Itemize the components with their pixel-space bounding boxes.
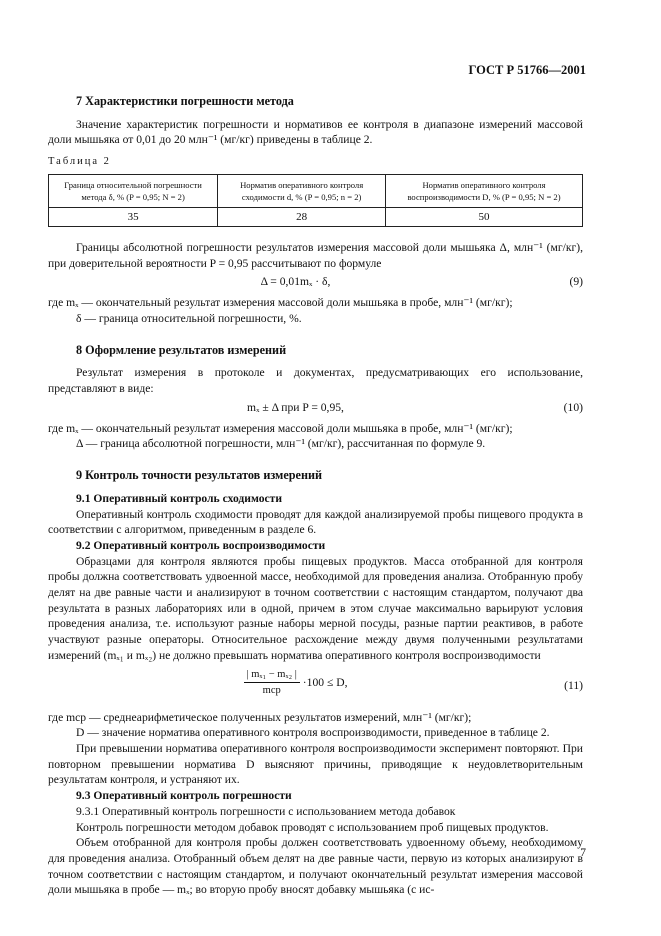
- table-caption: Таблица 2: [48, 156, 111, 168]
- subsection-9-1-paragraph: Оперативный контроль сходимости проводят для каждой анализируемой пробы пищевого продукта в соответствии с алгоритмом, приведенным в разделе 6.: [48, 507, 583, 537]
- section-7-paragraph-2: Границы абсолютной погрешности результатов измерения массовой доли мышьяка Δ, млн⁻¹ (мг/кг), при доверительной вероятности P = 0,95 рассчитывают по формуле: [48, 240, 583, 270]
- page-number: 7: [580, 847, 586, 859]
- section-8-title: 8 Оформление результатов измерений: [76, 342, 287, 357]
- formula-11-fraction: [244, 667, 300, 699]
- formula-10-body: mₓ ± Δ при P = 0,95,: [247, 400, 344, 414]
- subsection-9-2-title: 9.2 Оперативный контроль воспроизводимости: [76, 538, 326, 552]
- clause-9-3-1: 9.3.1 Оперативный контроль погрешности с использованием метода добавок: [76, 804, 456, 818]
- formula-10: [48, 400, 583, 418]
- clause-9-3-1-paragraph-1: Контроль погрешности методом добавок проводят с использованием проб пищевых продуктов.: [76, 820, 549, 834]
- formula-9-number: (9): [569, 275, 583, 289]
- section-7-title: 7 Характеристики погрешности метода: [76, 94, 294, 108]
- section-8-paragraph: Результат измерения в протоколе и документах, предусматривающих его использование, представляют в виде:: [48, 366, 583, 396]
- formula-11-numerator: | mₓ₁ − mₓ₂ |: [244, 667, 300, 684]
- subsection-9-3-title: 9.3 Оперативный контроль погрешности: [76, 789, 292, 803]
- table-cell: 35: [49, 207, 218, 226]
- where-line: Δ — граница абсолютной погрешности, млн⁻¹ (мг/кг), рассчитанная по формуле 9.: [76, 437, 486, 451]
- doc-header: ГОСТ Р 51766—2001: [468, 63, 586, 77]
- where-line: δ — граница относительной погрешности, %.: [76, 311, 302, 325]
- table-header-cell: Норматив оперативного контроля воспроизводимости D, % (P = 0,95; N = 2): [386, 174, 583, 207]
- table-cell: 28: [218, 207, 386, 226]
- formula-11: [48, 667, 583, 707]
- section-7-paragraph: Значение характеристик погрешности и нормативов ее контроля в диапазоне измерений массовой доли мышьяка от 0,01 до 20 млн⁻¹ (мг/кг) приведены в таблице 2.: [48, 117, 583, 147]
- formula-9: [48, 274, 583, 292]
- where-line: где mₓ — окончательный результат измерения массовой доли мышьяка в пробе, млн⁻¹ (мг/кг);: [48, 296, 513, 310]
- subsection-9-1-title: 9.1 Оперативный контроль сходимости: [76, 491, 283, 505]
- formula-11-tail: ·100 ≤ D,: [302, 675, 348, 689]
- document-body: [48, 94, 583, 898]
- where-line: D — значение норматива оперативного контроля воспроизводимости, приведенное в таблице 2.: [76, 726, 550, 740]
- formula-11-number: (11): [564, 678, 583, 692]
- subsection-9-2-paragraph-2: При превышении норматива оперативного контроля воспроизводимости эксперимент повторяют. При повторном превышении норматива D выясняют причины, приводящие к неудовлетворительным результатам контроля, и устраняют их.: [48, 741, 583, 787]
- table-row: [49, 207, 583, 226]
- subsection-9-2-paragraph: Образцами для контроля являются пробы пищевых продуктов. Масса отобранной для контроля пробы должна соответствовать удвоенной массе, необходимой для проведения анализа. Отобранную пробу делят на две равные части и анализируют в точном соответствии с настоящим стандартом, получают два результата в разных лабораториях или в одной, причем в этом случае максимально варьируют условия проведения анализа, т.е. используют разные наборы мерной посуды, разные партии реактивов, в работе участвуют разные операторы. Относительное расхождение между двумя полученными результатами измерений (mₓ₁ и mₓ₂) не должно превышать норматива оперативного контроля воспроизводимости: [48, 554, 583, 662]
- clause-9-3-1-paragraph-2: Объем отобранной для контроля пробы должен соответствовать удвоенному объему, необходимому для проведения анализа. Отобранный объем делят на две равные части, первую из которых анализируют в точном соответствии с настоящим стандартом, и получают окончательный результат измерения массовой доли мышьяка в пробе — mₓ; во вторую пробу вносят добавку мышьяка (с ис-: [48, 836, 583, 897]
- formula-10-number: (10): [563, 400, 583, 414]
- where-line: где mₓ — окончательный результат измерения массовой доли мышьяка в пробе, млн⁻¹ (мг/кг);: [48, 421, 513, 435]
- table-header-cell: Граница относительной погрешности метода δ, % (P = 0,95; N = 2): [49, 174, 218, 207]
- table-cell: 50: [386, 207, 583, 226]
- where-line: где mср — среднеарифметическое полученных результатов измерений, млн⁻¹ (мг/кг);: [48, 710, 472, 724]
- formula-11-denominator: mср: [262, 685, 281, 697]
- section-9-title: 9 Контроль точности результатов измерений: [76, 468, 323, 483]
- table-header-cell: Норматив оперативного контроля сходимости d, % (P = 0,95; n = 2): [218, 174, 386, 207]
- formula-9-body: Δ = 0,01mₓ · δ,: [260, 275, 331, 289]
- table-2: [48, 174, 583, 227]
